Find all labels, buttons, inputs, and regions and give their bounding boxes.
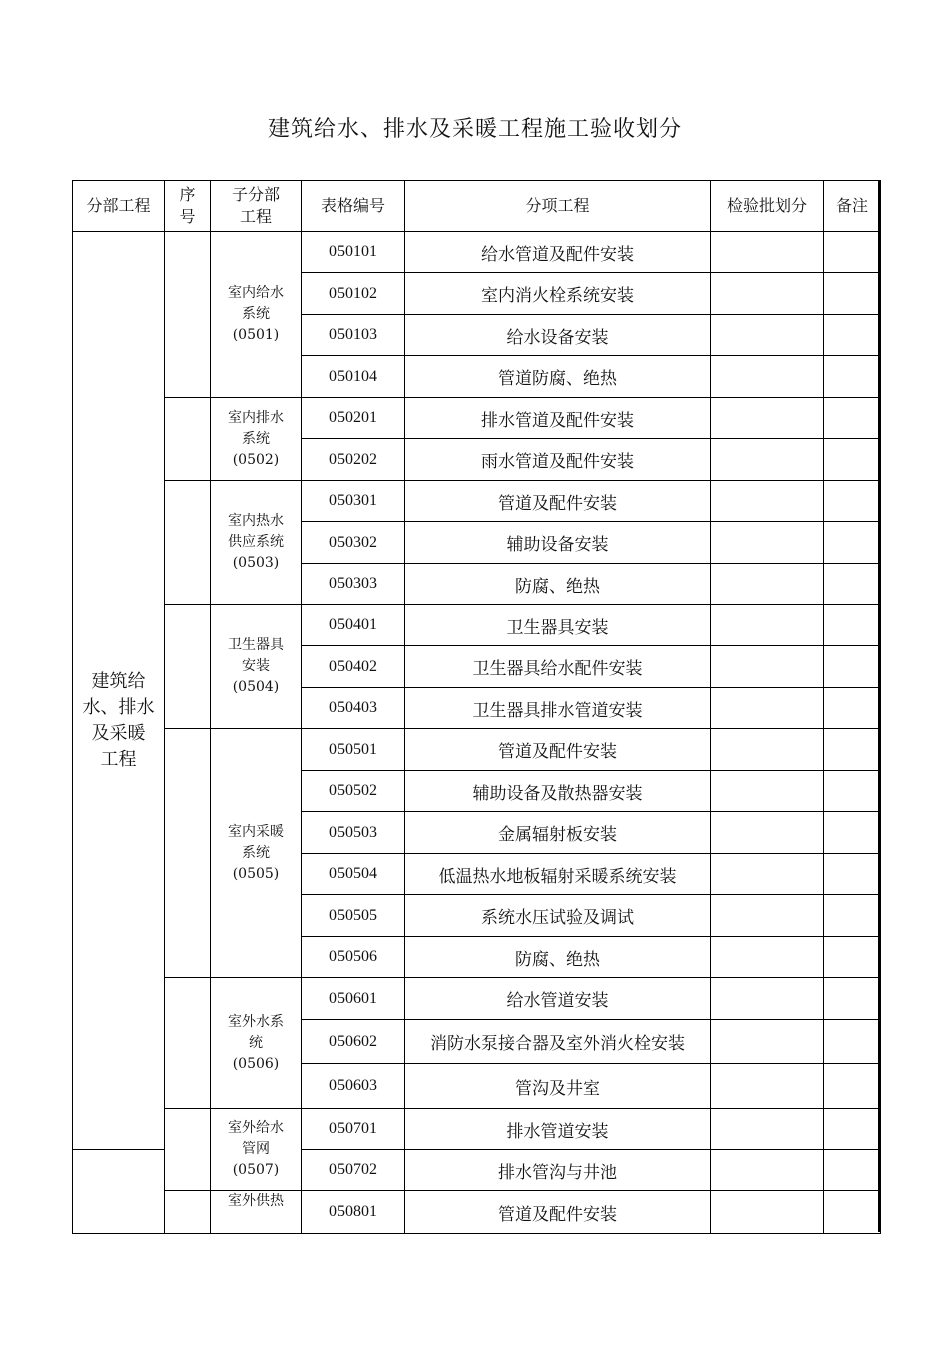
header-sub-item: 分项工程 — [405, 181, 711, 232]
form-code: 050603 — [302, 1064, 405, 1109]
sub-item-name: 给水管道安装 — [405, 978, 711, 1020]
remarks-cell — [824, 315, 881, 356]
inspection-batch-cell — [711, 688, 824, 729]
sub-division-name: 室内排水 系统 (0502) — [211, 398, 302, 481]
remarks-cell — [824, 564, 881, 605]
form-code: 050506 — [302, 937, 405, 978]
table-row — [73, 1109, 881, 1150]
inspection-batch-cell — [711, 273, 824, 315]
table-right-border — [878, 180, 880, 1232]
seq-cell — [165, 232, 211, 398]
form-code: 050501 — [302, 729, 405, 771]
form-code: 050302 — [302, 522, 405, 564]
sub-item-name: 排水管道及配件安装 — [405, 398, 711, 439]
inspection-batch-cell — [711, 232, 824, 273]
remarks-cell — [824, 1109, 881, 1150]
inspection-batch-cell — [711, 605, 824, 646]
form-code: 050103 — [302, 315, 405, 356]
inspection-batch-cell — [711, 1191, 824, 1234]
sub-item-name: 防腐、绝热 — [405, 937, 711, 978]
sub-division-name: 室外水系 统 (0506) — [211, 978, 302, 1109]
sub-item-name: 给水管道及配件安装 — [405, 232, 711, 273]
sub-division-name: 室内热水 供应系统 (0503) — [211, 481, 302, 605]
form-code: 050505 — [302, 895, 405, 937]
form-code: 050104 — [302, 356, 405, 398]
form-code: 050403 — [302, 688, 405, 729]
remarks-cell — [824, 729, 881, 771]
form-code: 050101 — [302, 232, 405, 273]
remarks-cell — [824, 356, 881, 398]
remarks-cell — [824, 605, 881, 646]
table-row — [73, 481, 881, 522]
header-division: 分部工程 — [73, 181, 165, 232]
header-remarks: 备注 — [824, 181, 881, 232]
division-table — [72, 180, 881, 1234]
table-row — [73, 729, 881, 771]
sub-item-name: 低温热水地板辐射采暖系统安装 — [405, 854, 711, 895]
remarks-cell — [824, 646, 881, 688]
sub-item-name: 室内消火栓系统安装 — [405, 273, 711, 315]
sub-item-name: 管沟及井室 — [405, 1064, 711, 1109]
form-code: 050201 — [302, 398, 405, 439]
sub-item-name: 管道及配件安装 — [405, 1191, 711, 1234]
form-code: 050301 — [302, 481, 405, 522]
page-title: 建筑给水、排水及采暖工程施工验收划分 — [267, 117, 682, 142]
seq-cell — [165, 398, 211, 481]
sub-item-name: 给水设备安装 — [405, 315, 711, 356]
sub-item-name: 消防水泵接合器及室外消火栓安装 — [405, 1020, 711, 1064]
remarks-cell — [824, 1064, 881, 1109]
sub-item-name: 辅助设备安装 — [405, 522, 711, 564]
sub-division-name: 室内给水 系统 (0501) — [211, 232, 302, 398]
seq-cell — [165, 605, 211, 729]
header-form-code: 表格编号 — [302, 181, 405, 232]
header-seq: 序 号 — [165, 181, 211, 232]
sub-division-name: 室内采暖 系统 (0505) — [211, 729, 302, 978]
table-row — [73, 1191, 881, 1234]
form-code: 050504 — [302, 854, 405, 895]
sub-division-name: 室外供热 — [211, 1191, 302, 1234]
remarks-cell — [824, 771, 881, 812]
form-code: 050401 — [302, 605, 405, 646]
seq-cell — [165, 1191, 211, 1234]
inspection-batch-cell — [711, 854, 824, 895]
inspection-batch-cell — [711, 439, 824, 481]
seq-cell — [165, 978, 211, 1109]
sub-item-name: 卫生器具排水管道安装 — [405, 688, 711, 729]
sub-item-name: 管道防腐、绝热 — [405, 356, 711, 398]
inspection-batch-cell — [711, 771, 824, 812]
sub-item-name: 辅助设备及散热器安装 — [405, 771, 711, 812]
inspection-batch-cell — [711, 1064, 824, 1109]
inspection-batch-cell — [711, 315, 824, 356]
form-code: 050303 — [302, 564, 405, 605]
inspection-batch-cell — [711, 356, 824, 398]
remarks-cell — [824, 812, 881, 854]
inspection-batch-cell — [711, 398, 824, 439]
form-code: 050602 — [302, 1020, 405, 1064]
sub-item-name: 卫生器具给水配件安装 — [405, 646, 711, 688]
remarks-cell — [824, 522, 881, 564]
division-empty-cell — [73, 1150, 165, 1234]
remarks-cell — [824, 937, 881, 978]
sub-item-name: 排水管沟与井池 — [405, 1150, 711, 1191]
remarks-cell — [824, 398, 881, 439]
inspection-batch-cell — [711, 522, 824, 564]
seq-cell — [165, 729, 211, 978]
remarks-cell — [824, 895, 881, 937]
remarks-cell — [824, 1191, 881, 1234]
form-code: 050102 — [302, 273, 405, 315]
remarks-cell — [824, 273, 881, 315]
inspection-batch-cell — [711, 895, 824, 937]
table-row — [73, 232, 881, 273]
sub-item-name: 雨水管道及配件安装 — [405, 439, 711, 481]
remarks-cell — [824, 978, 881, 1020]
inspection-batch-cell — [711, 646, 824, 688]
header-inspection-batch: 检验批划分 — [711, 181, 824, 232]
table-row — [73, 398, 881, 439]
table-row — [73, 978, 881, 1020]
inspection-batch-cell — [711, 1020, 824, 1064]
remarks-cell — [824, 854, 881, 895]
sub-item-name: 管道及配件安装 — [405, 481, 711, 522]
form-code: 050402 — [302, 646, 405, 688]
sub-item-name: 卫生器具安装 — [405, 605, 711, 646]
sub-division-name: 室外给水 管网 (0507) — [211, 1109, 302, 1191]
header-sub-division: 子分部 工程 — [211, 181, 302, 232]
inspection-batch-cell — [711, 1109, 824, 1150]
sub-item-name: 排水管道安装 — [405, 1109, 711, 1150]
form-code: 050801 — [302, 1191, 405, 1234]
form-code: 050701 — [302, 1109, 405, 1150]
sub-item-name: 系统水压试验及调试 — [405, 895, 711, 937]
header-row — [73, 181, 881, 232]
form-code: 050702 — [302, 1150, 405, 1191]
table-row — [73, 605, 881, 646]
inspection-batch-cell — [711, 1150, 824, 1191]
remarks-cell — [824, 439, 881, 481]
remarks-cell — [824, 688, 881, 729]
remarks-cell — [824, 1020, 881, 1064]
form-code: 050601 — [302, 978, 405, 1020]
remarks-cell — [824, 481, 881, 522]
sub-division-name: 卫生器具 安装 (0504) — [211, 605, 302, 729]
seq-cell — [165, 481, 211, 605]
form-code: 050202 — [302, 439, 405, 481]
form-code: 050503 — [302, 812, 405, 854]
seq-cell — [165, 1109, 211, 1191]
inspection-batch-cell — [711, 978, 824, 1020]
inspection-batch-cell — [711, 812, 824, 854]
inspection-batch-cell — [711, 729, 824, 771]
inspection-batch-cell — [711, 937, 824, 978]
sub-item-name: 管道及配件安装 — [405, 729, 711, 771]
form-code: 050502 — [302, 771, 405, 812]
sub-item-name: 金属辐射板安装 — [405, 812, 711, 854]
sub-item-name: 防腐、绝热 — [405, 564, 711, 605]
division-name: 建筑给 水、排水 及采暖 工程 — [73, 232, 165, 1150]
remarks-cell — [824, 1150, 881, 1191]
inspection-batch-cell — [711, 564, 824, 605]
remarks-cell — [824, 232, 881, 273]
inspection-batch-cell — [711, 481, 824, 522]
